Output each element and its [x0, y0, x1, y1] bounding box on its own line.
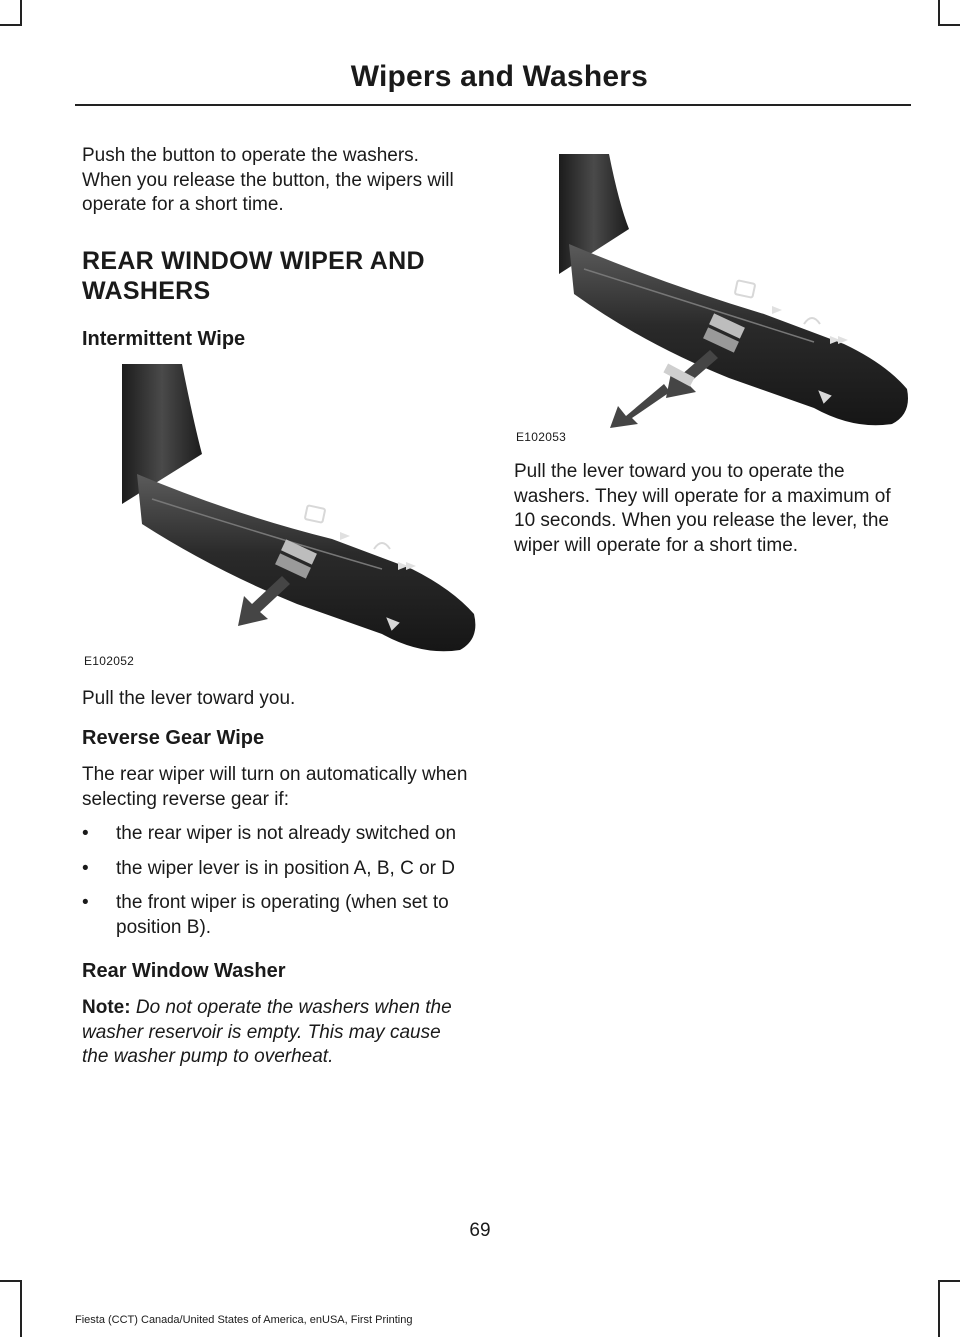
list-item-text: the rear wiper is not already switched on	[116, 823, 457, 844]
section-title-line1: REAR WINDOW WIPER AND	[82, 246, 425, 275]
figure-code: E102052	[84, 653, 135, 668]
wiper-lever-illustration	[82, 364, 482, 654]
section-title	[82, 246, 482, 306]
crop-mark	[938, 0, 940, 24]
figure-wiper-lever-washers	[514, 144, 914, 444]
crop-mark	[20, 0, 22, 24]
intro-paragraph: Push the button to operate the washers. When you release the button, the wipers will operate for a short time.	[82, 145, 454, 215]
bullet-icon: •	[82, 823, 89, 844]
reverse-gear-text: The rear wiper will turn on automatically when selecting reverse gear if:	[82, 764, 468, 810]
right-column	[514, 144, 914, 558]
figure-wiper-lever-pull	[82, 364, 482, 672]
list-item	[82, 891, 482, 940]
list-item-text: the wiper lever is in position A, B, C or D	[116, 857, 455, 879]
figure-code: E102053	[516, 430, 567, 444]
intermittent-wipe-heading: Intermittent Wipe	[82, 327, 246, 350]
bullet-icon: •	[82, 892, 89, 913]
list-item	[82, 822, 482, 847]
crop-mark	[938, 1280, 940, 1337]
page-header-title: Wipers and Washers	[350, 60, 648, 93]
note-paragraph	[82, 996, 462, 1070]
crop-mark	[0, 1280, 22, 1282]
crop-mark	[0, 24, 22, 26]
crop-mark	[20, 1280, 22, 1337]
page-number: 69	[469, 1220, 491, 1241]
note-label: Note:	[82, 997, 131, 1018]
footer-text: Fiesta (CCT) Canada/United States of America, enUSA, First Printing	[75, 1314, 413, 1326]
pull-lever-text: Pull the lever toward you.	[82, 687, 296, 709]
list-item-text: the front wiper is operating (when set to position B).	[116, 892, 449, 938]
left-column	[82, 144, 482, 1070]
section-title-line2: WASHERS	[82, 276, 211, 305]
wiper-lever-illustration	[514, 144, 914, 428]
rear-window-washer-heading: Rear Window Washer	[82, 960, 286, 982]
note-text: Do not operate the washers when the washer reservoir is empty. This may cause the washer pump to overheat.	[82, 997, 452, 1067]
header-rule	[75, 104, 911, 106]
list-item	[82, 857, 482, 882]
crop-mark	[938, 24, 960, 26]
crop-mark	[938, 1280, 960, 1282]
reverse-gear-wipe-heading: Reverse Gear Wipe	[82, 727, 265, 749]
reverse-gear-conditions-list	[82, 822, 482, 940]
washer-operation-text: Pull the lever toward you to operate the washers. They will operate for a maximum of 10 seconds. When you release the lever, the wiper will operate for a short time.	[514, 461, 891, 556]
bullet-icon: •	[82, 857, 89, 879]
